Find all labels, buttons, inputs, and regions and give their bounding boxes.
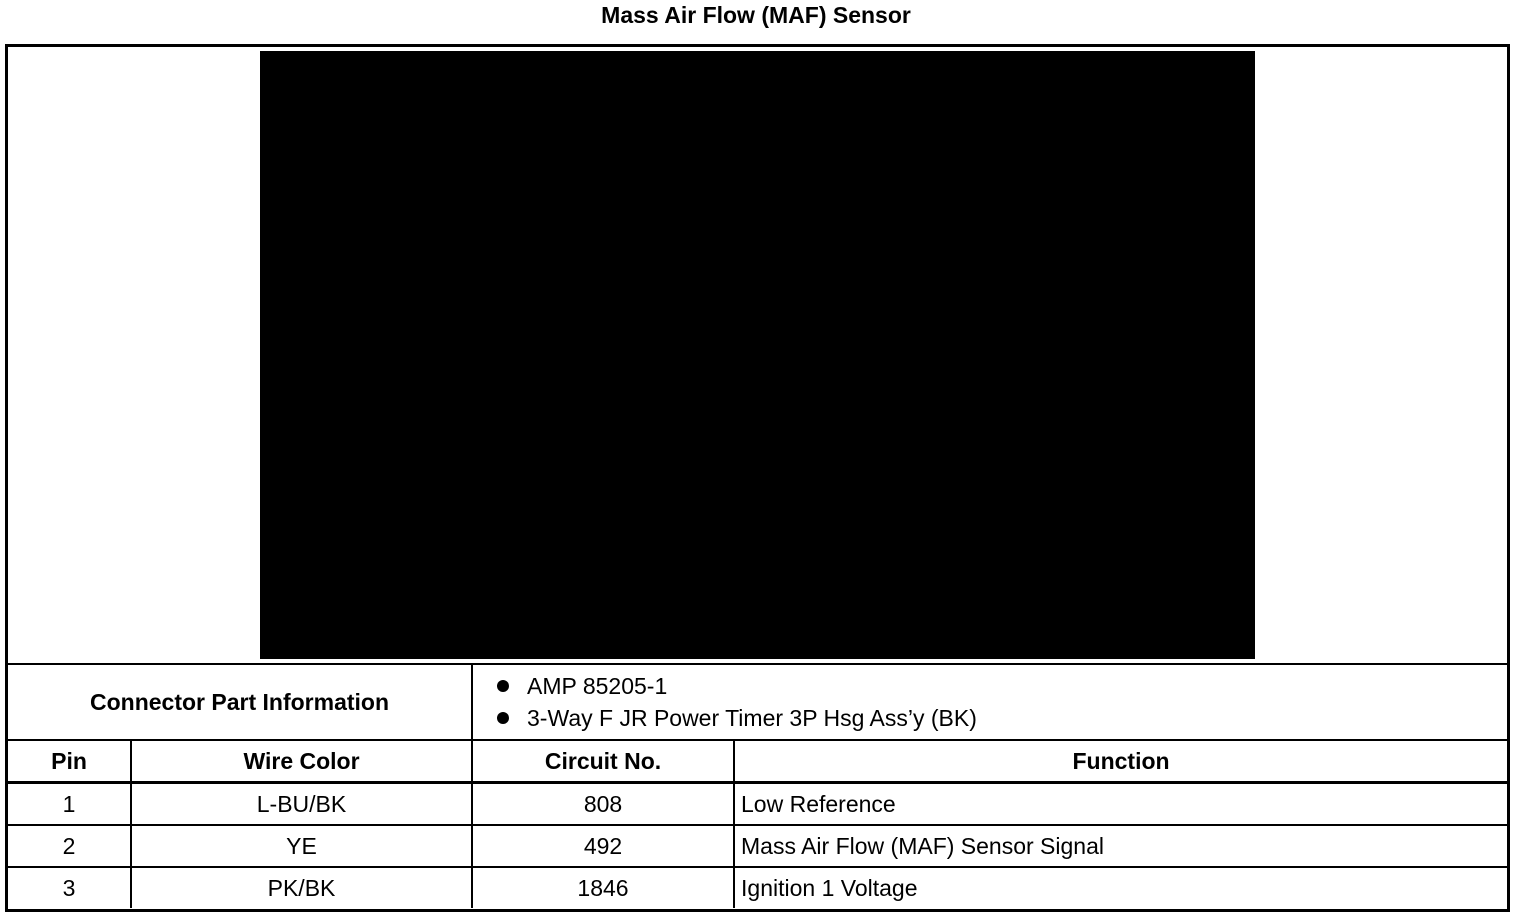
cell-circuit-no: 1846 <box>472 867 734 908</box>
table-header-row <box>8 740 1507 783</box>
connector-info-item <box>497 702 1507 734</box>
cell-wire-color: PK/BK <box>131 867 472 908</box>
cell-circuit-no: 808 <box>472 783 734 826</box>
table-row <box>8 825 1507 867</box>
cell-pin: 3 <box>8 867 131 908</box>
connector-info-list <box>472 664 1507 740</box>
connector-info-item <box>497 670 1507 702</box>
cell-wire-color: L-BU/BK <box>131 783 472 826</box>
cell-circuit-no: 492 <box>472 825 734 867</box>
cell-pin: 1 <box>8 783 131 826</box>
cell-wire-color: YE <box>131 825 472 867</box>
table-row <box>8 783 1507 826</box>
pinout-table <box>8 663 1507 908</box>
bullet-icon <box>497 712 509 724</box>
header-function: Function <box>734 740 1507 783</box>
header-circuit-no: Circuit No. <box>472 740 734 783</box>
connector-info-row <box>8 664 1507 740</box>
header-pin: Pin <box>8 740 131 783</box>
cell-function: Mass Air Flow (MAF) Sensor Signal <box>734 825 1507 867</box>
connector-table-frame <box>5 44 1510 912</box>
cell-function: Low Reference <box>734 783 1507 826</box>
connector-info-text: AMP 85205-1 <box>527 673 668 699</box>
page-title: Mass Air Flow (MAF) Sensor <box>601 2 911 28</box>
table-row <box>8 867 1507 908</box>
cell-pin: 2 <box>8 825 131 867</box>
cell-function: Ignition 1 Voltage <box>734 867 1507 908</box>
header-wire-color: Wire Color <box>131 740 472 783</box>
connector-image-area <box>8 47 1507 663</box>
connector-info-text: 3-Way F JR Power Timer 3P Hsg Ass’y (BK) <box>527 705 977 731</box>
connector-image <box>260 51 1255 659</box>
bullet-icon <box>497 680 509 692</box>
connector-info-label: Connector Part Information <box>8 664 472 740</box>
